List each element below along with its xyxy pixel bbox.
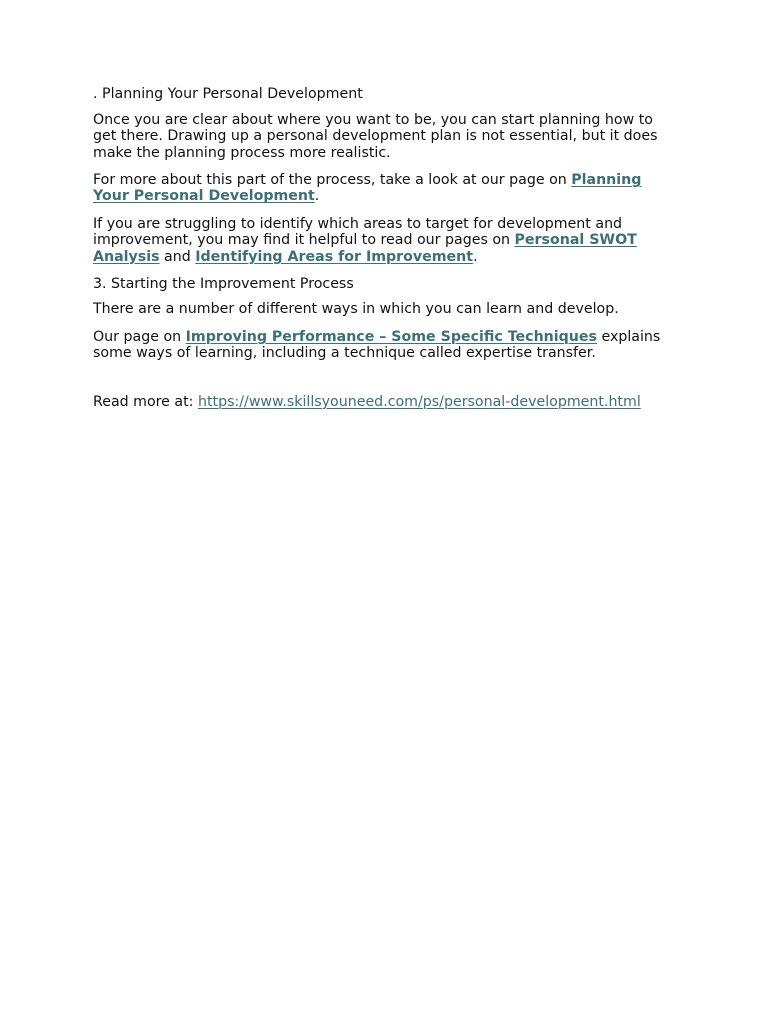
paragraph-text: .: [314, 188, 320, 205]
link-improving-performance[interactable]: Improving Performance – Some Specific Techniques: [185, 328, 597, 345]
paragraph-improving-performance: [93, 329, 673, 362]
paragraph-text: .: [473, 248, 478, 265]
paragraph-planning-more: [93, 172, 673, 205]
section-heading-planning: . Planning Your Personal Development: [93, 86, 363, 102]
paragraph-struggling: [93, 216, 673, 266]
link-identifying-areas-for-improvement[interactable]: Identifying Areas for Improvement: [195, 248, 474, 265]
paragraph-text: Our page on: [93, 328, 186, 345]
section-heading-starting: 3. Starting the Improvement Process: [93, 275, 354, 292]
link-personal-swot-analysis[interactable]: Personal SWOT Analysis: [93, 232, 637, 265]
paragraph-planning-intro: Once you are clear about where you want to be, you can start planning how to get there. Drawing up a personal development plan is not essential, but it does make the planning process more realistic.: [93, 111, 658, 161]
paragraph-text: If you are struggling to identify which areas to target for development and improvement, you may find it helpful to read our pages on: [93, 215, 623, 249]
paragraph-text: explains some ways of learning, including a technique called expertise transfer.: [93, 328, 661, 362]
link-planning-personal-development[interactable]: Planning Your Personal Development: [93, 171, 642, 205]
paragraph-text: For more about this part of the process, take a look at our page on: [93, 171, 572, 188]
paragraph-ways-to-learn: There are a number of different ways in which you can learn and develop.: [93, 301, 619, 318]
read-more-line: [93, 394, 673, 411]
document-body: [93, 86, 673, 421]
read-more-label: Read more at:: [93, 393, 198, 410]
read-more-url-link[interactable]: https://www.skillsyouneed.com/ps/personal-development.html: [197, 393, 641, 410]
paragraph-text: and: [159, 248, 196, 265]
